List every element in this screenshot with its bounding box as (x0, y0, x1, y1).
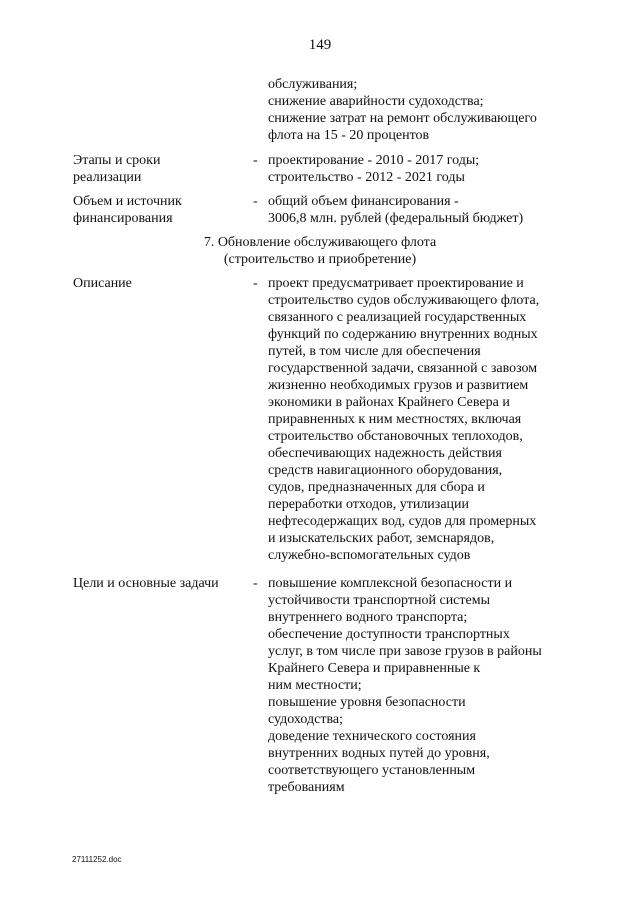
goals-dash: - (253, 576, 258, 591)
text-line: доведение технического состояния (268, 729, 476, 744)
text-line: экономики в районах Крайнего Севера и (268, 395, 510, 410)
text-line: снижение аварийности судоходства; (268, 94, 484, 109)
description-label: Описание (73, 276, 132, 291)
text-line: Этапы и сроки (73, 153, 161, 168)
text-line: проектирование - 2010 - 2017 годы; (268, 153, 480, 168)
text-line: государственной задачи, связанной с завозом (268, 361, 538, 376)
stages-value (268, 152, 479, 186)
text-line: и изыскательских работ, земснарядов, (268, 531, 495, 546)
text-line: флота на 15 - 20 процентов (268, 128, 430, 143)
text-line: строительство - 2012 - 2021 годы (268, 170, 465, 185)
section-title-line: 7. Обновление обслуживающего флота (203, 235, 437, 250)
text-line: соответствующего установленным (268, 763, 476, 778)
text-line: требованиям (268, 780, 345, 795)
text-line: функций по содержанию внутренних водных (268, 327, 538, 342)
section-title-line: (строительство и приобретение) (223, 252, 417, 267)
funding-value (268, 193, 523, 227)
text-line: обеспечивающих надежность действия (268, 446, 502, 461)
text-line: повышение комплексной безопасности и (268, 576, 513, 591)
text-line: Объем и источник (73, 194, 182, 209)
text-line: обслуживания; (268, 77, 358, 92)
goals-value (268, 575, 542, 796)
funding-dash: - (253, 194, 258, 209)
text-line: услуг, в том числе при завозе грузов в районы (268, 644, 542, 659)
funding-label (73, 193, 182, 227)
continuation-text (268, 76, 537, 144)
text-line: внутренних водных путей до уровня, (268, 746, 490, 761)
section-title (0, 234, 640, 268)
text-line: проект предусматривает проектирование и (268, 276, 524, 291)
goals-label: Цели и основные задачи (73, 576, 219, 591)
text-line: строительство судов обслуживающего флота, (268, 293, 540, 308)
stages-label (73, 152, 160, 186)
text-line: судоходства; (268, 712, 343, 727)
text-line: путей, в том числе для обеспечения (268, 344, 481, 359)
file-name-footer: 27111252.doc (72, 855, 122, 864)
text-line: финансирования (73, 211, 173, 226)
text-line: реализации (73, 170, 142, 185)
text-line: судов, предназначенных для сбора и (268, 480, 485, 495)
text-line: 3006,8 млн. рублей (федеральный бюджет) (268, 211, 524, 226)
text-line: средств навигационного оборудования, (268, 463, 503, 478)
text-line: снижение затрат на ремонт обслуживающего (268, 111, 537, 126)
text-line: служебно-вспомогательных судов (268, 548, 471, 563)
text-line: повышение уровня безопасности (268, 695, 466, 710)
stages-dash: - (253, 153, 258, 168)
text-line: нефтесодержащих вод, судов для промерных (268, 514, 537, 529)
text-line: связанного с реализацией государственных (268, 310, 527, 325)
description-value (268, 275, 539, 564)
text-line: общий объем финансирования - (268, 194, 459, 209)
text-line: строительство обстановочных теплоходов, (268, 429, 523, 444)
text-line: жизненно необходимых грузов и развитием (268, 378, 529, 393)
text-line: устойчивости транспортной системы (268, 593, 490, 608)
text-line: внутреннего водного транспорта; (268, 610, 468, 625)
text-line: обеспечение доступности транспортных (268, 627, 510, 642)
page-number: 149 (308, 37, 332, 53)
text-line: приравненных к ним местностях, включая (268, 412, 522, 427)
text-line: Крайнего Севера и приравненные к (268, 661, 481, 676)
description-dash: - (253, 276, 258, 291)
text-line: переработки отходов, утилизации (268, 497, 470, 512)
text-line: ним местности; (268, 678, 362, 693)
